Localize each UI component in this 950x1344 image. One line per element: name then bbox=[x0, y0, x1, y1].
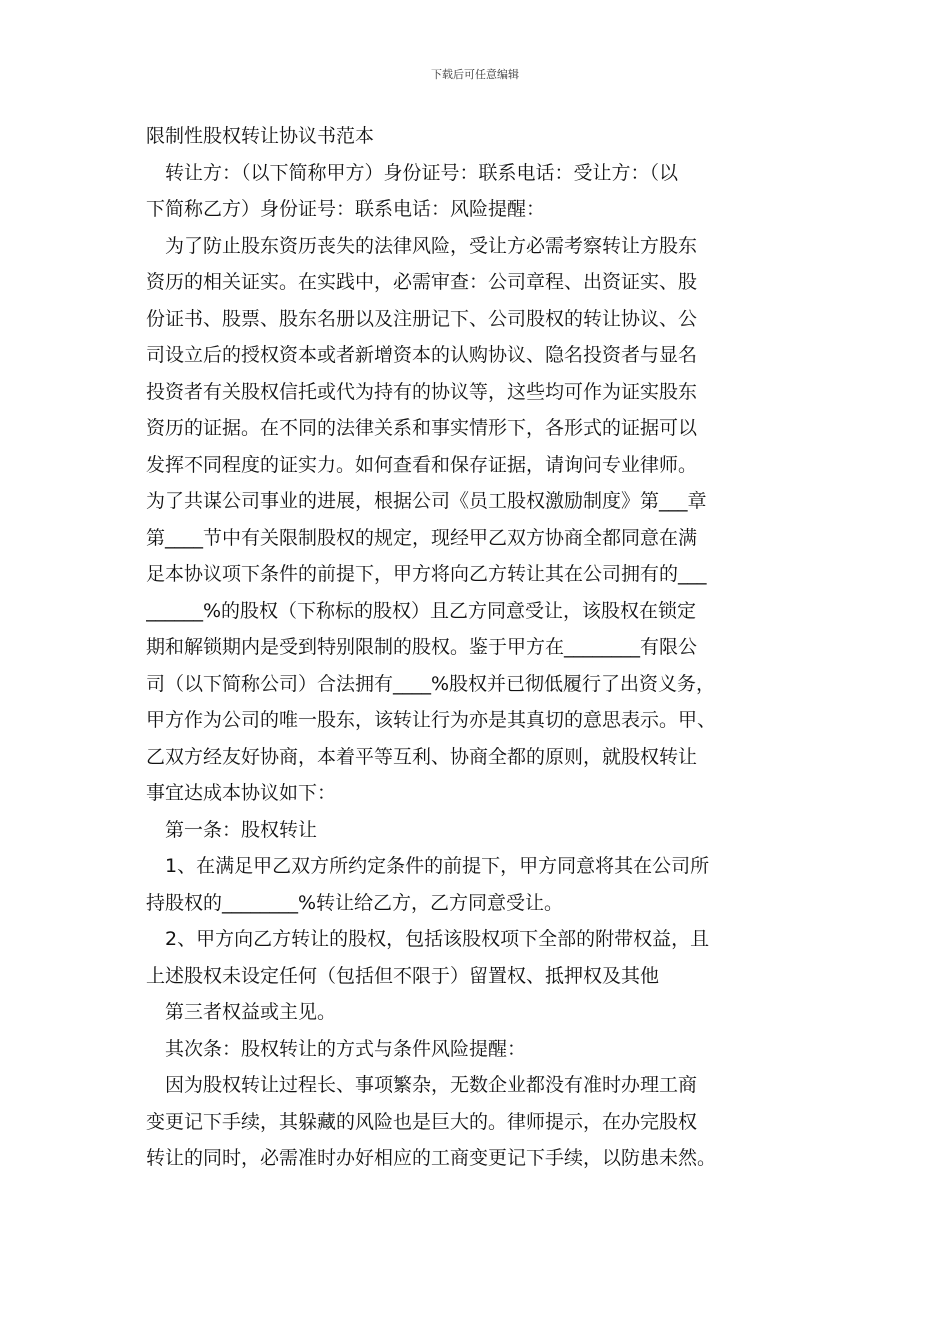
text-line: 1、在满足甲乙双方所约定条件的前提下，甲方同意将其在公司所 bbox=[165, 855, 710, 877]
text-line: 第____节中有关限制股权的规定，现经甲乙双方协商全都同意在满 bbox=[146, 526, 698, 549]
text-line: 上述股权未设定任何（包括但不限于）留置权、抵押权及其他 bbox=[146, 964, 660, 987]
document-title: 限制性股权转让协议书范本 bbox=[146, 125, 375, 147]
text-line: 第三者权益或主见。 bbox=[165, 1001, 337, 1023]
text-line: 司（以下简称公司）合法拥有____%股权并已彻低履行了出资义务， bbox=[146, 672, 716, 695]
text-line: 2、甲方向乙方转让的股权，包括该股权项下全部的附带权益，且 bbox=[165, 928, 710, 950]
text-line: 足本协议项下条件的前提下，甲方将向乙方转让其在公司拥有的___ bbox=[146, 563, 707, 585]
text-line: 第一条：股权转让 bbox=[165, 818, 318, 841]
text-line: 资历的相关证实。在实践中，必需审查：公司章程、出资证实、股 bbox=[146, 271, 698, 293]
text-line: 期和解锁期内是受到特别限制的股权。鉴于甲方在________有限公 bbox=[146, 636, 698, 658]
text-line: 转让方：（以下简称甲方）身份证号：联系电话：受让方：（以 bbox=[165, 161, 679, 184]
text-line: 其次条：股权转让的方式与条件风险提醒： bbox=[165, 1037, 527, 1060]
text-line: 乙双方经友好协商，本着平等互利、协商全都的原则，就股权转让 bbox=[146, 745, 698, 768]
text-line: 变更记下手续，其躲藏的风险也是巨大的。律师提示，在办完股权 bbox=[146, 1110, 698, 1133]
text-line: 为了共谋公司事业的进展，根据公司《员工股权激励制度》第___章 bbox=[146, 490, 707, 512]
document-body bbox=[146, 118, 826, 1177]
text-line: 司设立后的授权资本或者新增资本的认购协议、隐名投资者与显名 bbox=[146, 344, 698, 366]
text-line: 因为股权转让过程长、事项繁杂，无数企业都没有准时办理工商 bbox=[165, 1074, 698, 1096]
page-header: 下载后可任意编辑 bbox=[431, 68, 519, 81]
text-line: 资历的证据。在不同的法律关系和事实情形下，各形式的证据可以 bbox=[146, 417, 698, 439]
text-line: 份证书、股票、股东名册以及注册记下、公司股权的转让协议、公 bbox=[146, 307, 698, 330]
text-line: 为了防止股东资历丧失的法律风险，受让方必需考察转让方股东 bbox=[165, 234, 698, 257]
text-line: 甲方作为公司的唯一股东，该转让行为亦是其真切的意思表示。甲、 bbox=[146, 709, 717, 731]
text-line: 下简称乙方）身份证号：联系电话：风险提醒： bbox=[146, 198, 546, 220]
text-line: 事宜达成本协议如下： bbox=[146, 782, 337, 804]
text-line: 投资者有关股权信托或代为持有的协议等，这些均可作为证实股东 bbox=[146, 380, 698, 403]
text-line: 转让的同时，必需准时办好相应的工商变更记下手续，以防患未然。 bbox=[146, 1147, 717, 1169]
text-line: ______%的股权（下称标的股权）且乙方同意受让，该股权在锁定 bbox=[146, 599, 697, 622]
text-line: 发挥不同程度的证实力。如何查看和保存证据，请询问专业律师。 bbox=[146, 453, 698, 476]
text-line: 持股权的________%转让给乙方，乙方同意受让。 bbox=[146, 891, 564, 914]
